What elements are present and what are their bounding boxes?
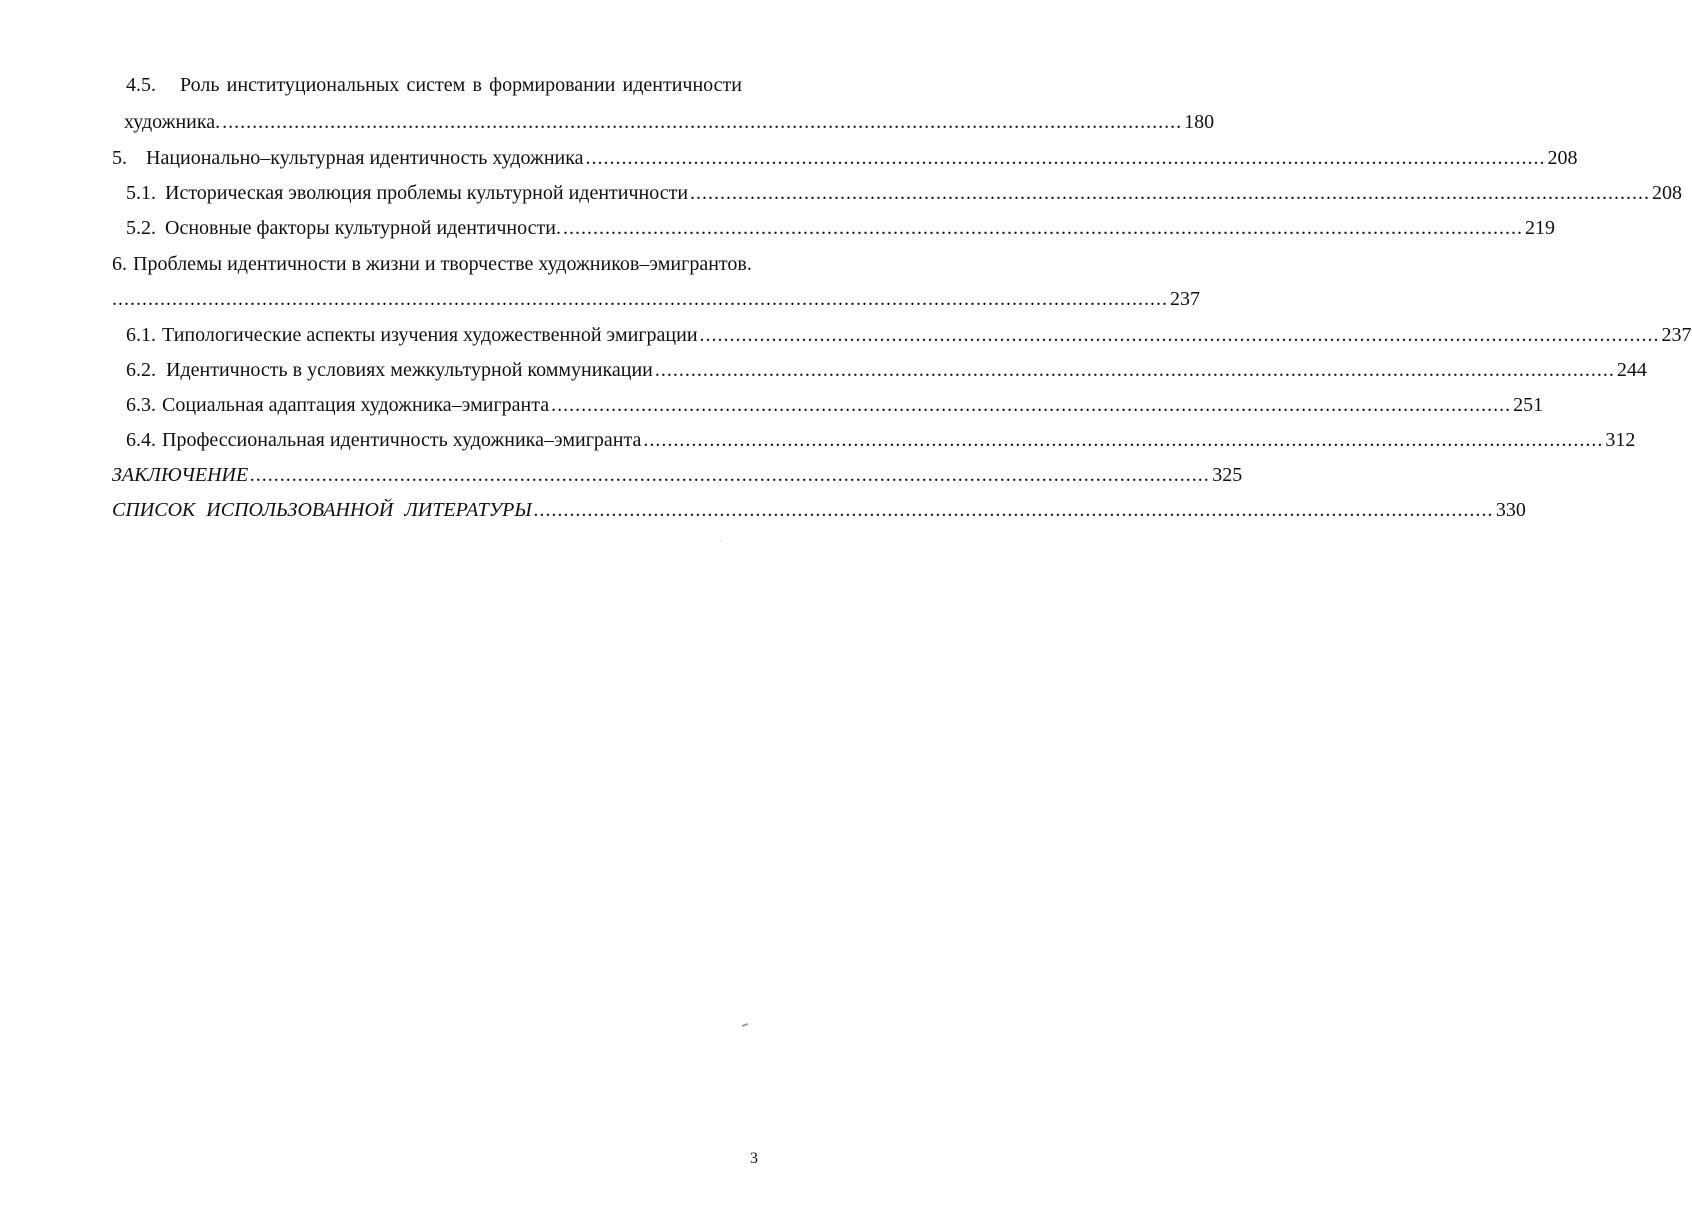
toc-leader-dots: ................................................................................................................................................................ [533,499,1494,521]
toc-entry-bibliography [112,492,1526,528]
toc-entry-number: 6.4. [126,429,156,451]
toc-entry-title: Профессиональная идентичность художника–эмигранта [162,429,642,451]
toc-leader-dots: ................................................................................................................................................................ [654,359,1615,381]
toc-entry-4-5-line1 [126,67,742,103]
toc-leader-dots: ................................................................................................................................................................................ [112,288,1168,310]
toc-entry-6-2 [126,352,1647,388]
toc-entry-title: СПИСОК ИСПОЛЬЗОВАННОЙ ЛИТЕРАТУРЫ [112,499,532,521]
toc-page-number: 312 [1605,429,1636,451]
toc-entry-6-line2 [112,281,1200,317]
toc-entry-title: Проблемы идентичности в жизни и творчестве художников–эмигрантов. [133,253,752,275]
toc-entry-title: Национально–культурная идентичность художника [146,147,584,169]
scan-speck [720,540,721,542]
toc-entry-number: 4.5. [126,74,156,96]
toc-entry-title: Основные факторы культурной идентичности. [165,217,561,239]
toc-entry-title: Социальная адаптация художника–эмигранта [162,394,550,416]
toc-entry-number: 5. [112,147,127,169]
toc-entry-number: 6.2. [126,359,156,381]
toc-entry-6-1 [126,317,1692,353]
scan-speck [742,1023,748,1027]
toc-entry-number: 5.1. [126,182,156,204]
toc-leader-dots: ................................................................................................................................................................ [562,217,1523,239]
toc-page-number: 208 [1547,147,1578,169]
toc-entry-6-line1 [112,246,752,282]
toc-entry-number: 6.3. [126,394,156,416]
toc-leader-dots: ................................................................................................................................................................ [690,182,1651,204]
toc-page-number: 244 [1616,359,1647,381]
toc-leader-dots: ................................................................................................................................................................ [643,429,1604,451]
toc-page-number: 208 [1652,182,1683,204]
toc-page-number: 325 [1212,464,1243,486]
page-number: 3 [750,1150,758,1167]
toc-entry-6-3 [126,387,1544,423]
toc-entry-title: Идентичность в условиях межкультурной коммуникации [166,359,653,381]
toc-entry-5 [112,140,1578,176]
toc-leader-dots: ................................................................................................................................................................ [699,324,1660,346]
toc-leader-dots: ................................................................................................................................................................ [222,111,1183,133]
toc-page-number: 237 [1170,288,1200,310]
toc-entry-title: Историческая эволюция проблемы культурной идентичности [165,182,689,204]
toc-page-number: 330 [1495,499,1526,521]
toc-entry-5-2 [126,210,1555,246]
toc-leader-dots: ................................................................................................................................................................ [585,147,1546,169]
toc-page-number: 251 [1513,394,1544,416]
toc-entry-title: Типологические аспекты изучения художественной эмиграции [162,324,698,346]
toc-entry-number: 6.1. [126,324,156,346]
toc-leader-dots: ................................................................................................................................................................ [551,394,1512,416]
toc-entry-title: Роль институциональных систем в формировании идентичности [180,74,742,96]
toc-page-number: 237 [1661,324,1692,346]
toc-page-number: 180 [1184,111,1215,133]
toc-leader-dots: ................................................................................................................................................................ [250,464,1211,486]
toc-entry-conclusion [112,457,1243,493]
toc-entry-5-1 [126,175,1683,211]
toc-entry-number: 5.2. [126,217,156,239]
toc-entry-number: 6. [112,253,127,275]
toc-page-number: 219 [1524,217,1555,239]
toc-entry-title: ЗАКЛЮЧЕНИЕ [112,464,249,486]
toc-entry-6-4 [126,422,1636,458]
toc-entry-title: художника. [124,111,221,133]
toc-entry-4-5-line2 [124,104,1215,140]
